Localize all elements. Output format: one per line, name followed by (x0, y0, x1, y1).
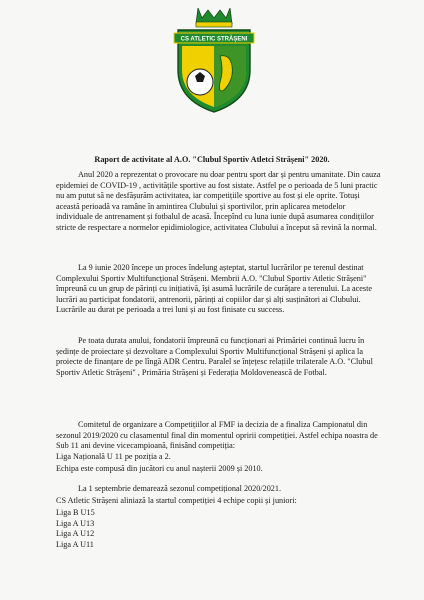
paragraph-6: Echipa este compusă din jucători cu anul nașterii 2009 și 2010. (56, 464, 263, 473)
banner (174, 33, 254, 43)
paragraph-5: Liga Națională U 11 pe poziția a 2. (56, 452, 171, 461)
league-item: Liga A U13 (56, 518, 95, 528)
paragraph-2: La 9 iunie 2020 începe un proces îndelung așteptat, startul lucrărilor pe terenul destinat Complexului Sportiv Multifuncțional Strășeni. Membrii A.O. "Clubul Sportiv Atletic Strășeni" împreună cu un grup de părinți cu inițiativă, își asumă lucrările de curățare a terenului. La aceste lucrări au participat fondatorii, antrenorii, părinți ai copiilor dar și alți susținători ai Clubului. Lucrările au durat pe perioada a trei luni și au fost finisate cu success. (56, 263, 372, 315)
paragraph-7: La 1 septembrie demarează sezonul competițional 2020/2021. (78, 484, 282, 493)
league-item: Liga A U12 (56, 529, 95, 539)
crest-graphic (168, 4, 260, 116)
league-item: Liga A U11 (56, 539, 94, 549)
paragraph-4: Comitetul de organizare a Competițiilor al FMF ia decizia de a finaliza Campionatul din sezonul 2019/2020 cu clasamentul final din momentul opririi competiției. Astfel echipa noastra de Sub 11 ani devine vicecampioană, finisând competiția: (56, 420, 378, 451)
league-list (56, 508, 382, 550)
crown-icon (196, 8, 232, 27)
paragraph-3: Pe toata durata anului, fondatorii împreună cu funcționari ai Primăriei continuă lucru în ședințe de proiectare și dezvoltare a Complexului Sportiv Multifuncțional Strășeni și aplica la proiecte de finanțare de pe lîngă ADR Centru. Paralel se înțețesc relațiile trilaterale A.O. "Clubul Sportiv Atletic Strășeni" , Primăria Strășeni și Federația Moldovenească de Fotbal. (56, 336, 373, 377)
club-crest-logo (168, 4, 260, 116)
banner-text: CS ATLETIC STRĂȘENI (180, 36, 248, 43)
paragraph-1: Anul 2020 a reprezentat o provocare nu doar pentru sport dar și pentru umanitate. Din cauza epidemiei de COVID-19 , activitățile sportive au fost sistate. Astfel pe o perioada de 5 luni practic nu am putut să ne desfășurăm activitatea, iar competițiile sportive au fost și ele oprite. Totuși această perioadă va ramâne în amintirea Clubului și sportivilor, prin aplicarea metodelor individuale de antrenament și fotbalul de acasă. Începînd cu luna iunie după asumarea condițiilor stricte de respectare a normelor epidimiologice, activitatea Clubului a început să revină la normal. (56, 170, 381, 232)
report-title: Raport de activitate al A.O. "Clubul Sportiv Atletci Strășeni" 2020. (94, 155, 330, 164)
league-item: Liga B U15 (56, 508, 95, 517)
paragraph-8: CS Atletic Strășeni aliniază la startul competiției 4 echipe copii și juniori: (56, 496, 297, 505)
